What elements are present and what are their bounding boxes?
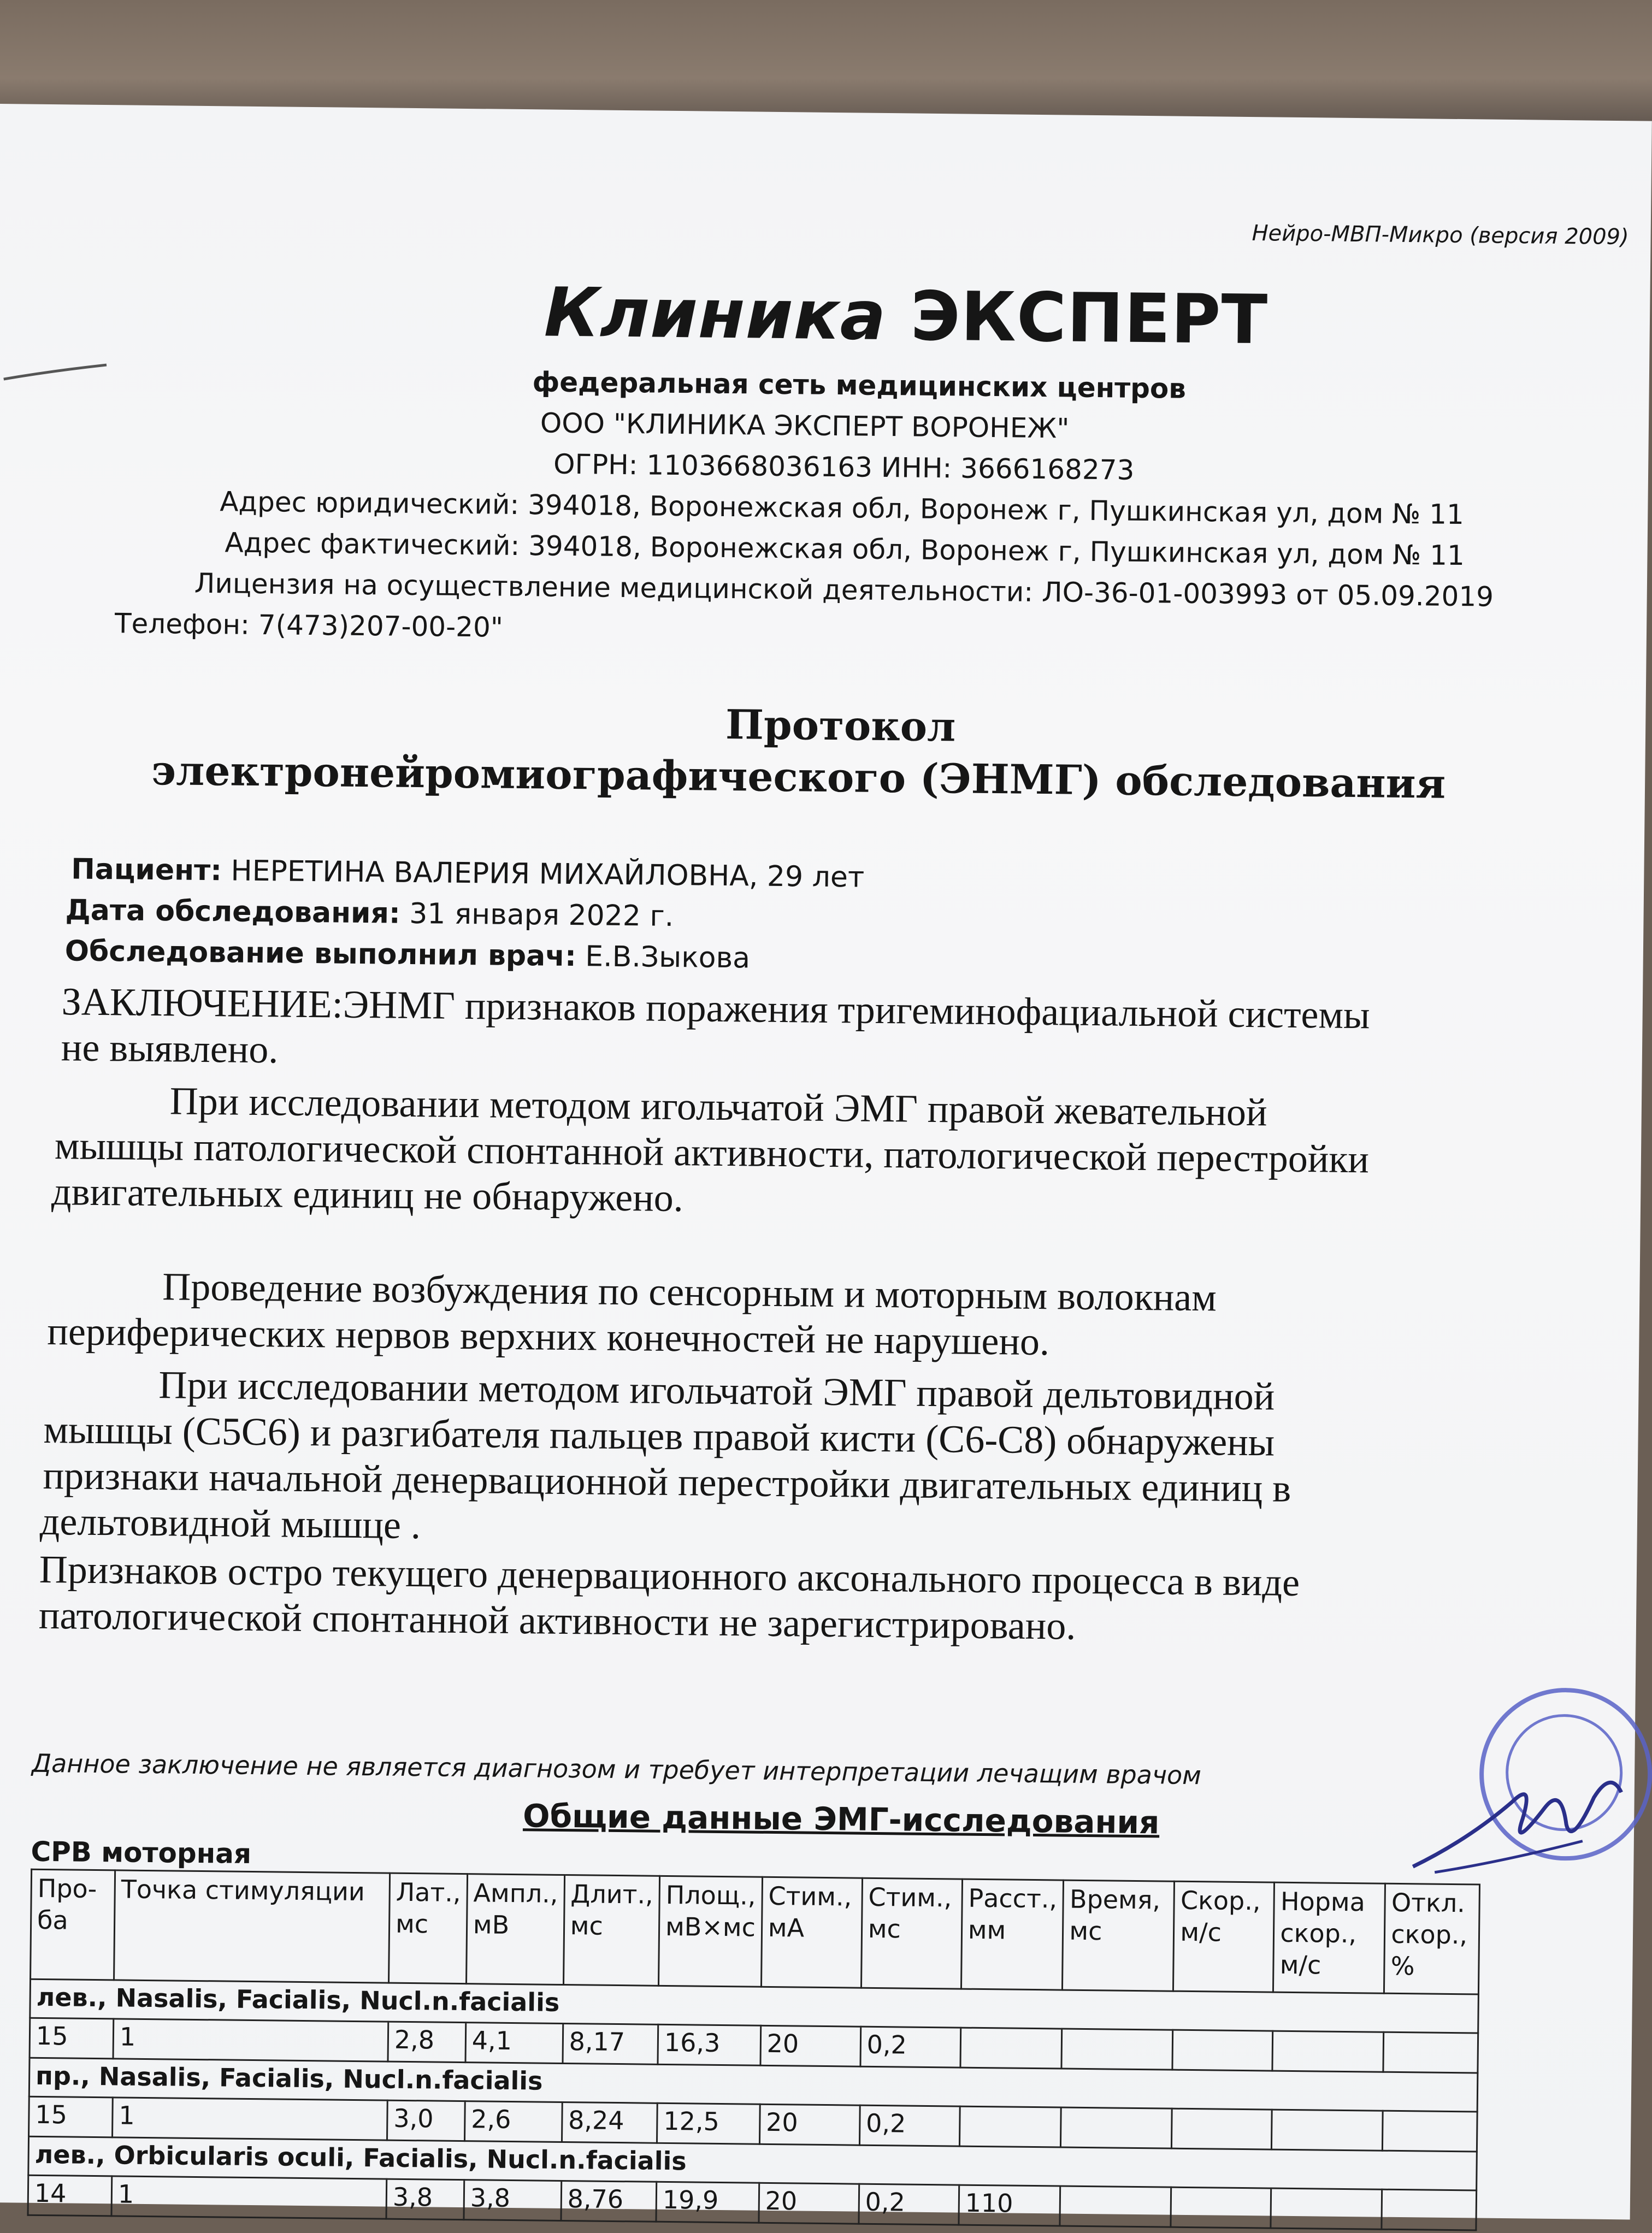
table-cell: 8,76 — [561, 2181, 657, 2222]
col-area: Площ., мВ×мс — [658, 1876, 762, 1987]
table-cell: 2,8 — [388, 2022, 466, 2062]
table-title: СРВ моторная — [31, 1835, 252, 1870]
table-cell: 0,2 — [859, 2105, 960, 2146]
table-cell: 3,0 — [387, 2100, 465, 2141]
conclusion-line-10: признаки начальной денервационной перестройки двигательных единиц в — [43, 1453, 1291, 1510]
table-cell: 1 — [113, 2098, 388, 2140]
table-cell — [1171, 2187, 1271, 2228]
table-cell — [1271, 2188, 1382, 2229]
conclusion-line-1: ЗАКЛЮЧЕНИЕ:ЭНМГ признаков поражения тригеминофациальной системы — [61, 979, 1370, 1037]
table-cell — [959, 2106, 1061, 2147]
table-cell: 2,6 — [464, 2101, 562, 2142]
table-cell: 20 — [759, 2104, 860, 2145]
exam-date-label: Дата обследования: — [65, 894, 401, 930]
table-cell: 0,2 — [859, 2184, 959, 2225]
table-cell — [1383, 2111, 1478, 2152]
protocol-title: Протокол — [725, 701, 956, 751]
table-cell — [960, 2028, 1062, 2069]
patient-name: НЕРЕТИНА ВАЛЕРИЯ МИХАЙЛОВНА, 29 лет — [231, 854, 865, 894]
exam-date-value: 31 января 2022 г. — [409, 897, 674, 933]
table-cell: 1 — [111, 2176, 387, 2219]
conclusion-line-2: не выявлено. — [61, 1025, 279, 1072]
table-cell — [1272, 2110, 1383, 2151]
patient-line — [71, 853, 864, 894]
address-actual: Адрес фактический: 394018, Воронежская обл, Воронеж г, Пушкинская ул, дом № 11 — [225, 527, 1465, 572]
table-cell: 15 — [29, 2096, 113, 2137]
logo-word-2: ЭКСПЕРТ — [910, 277, 1268, 360]
software-version: Нейро-МВП-Микро (версия 2009) — [1252, 221, 1629, 250]
document-page — [0, 104, 1652, 2219]
table-cell: 12,5 — [657, 2103, 760, 2144]
table-header-row — [31, 1869, 1480, 1994]
table-cell: 20 — [760, 2025, 861, 2066]
table-cell: 8,24 — [562, 2102, 657, 2143]
doctor-name: Е.В.Зыкова — [585, 940, 751, 975]
table-cell: 110 — [959, 2185, 1060, 2226]
table-cell — [1383, 2032, 1478, 2073]
conclusion-line-11: дельтовидной мышце . — [39, 1499, 421, 1547]
table-cell — [1061, 2107, 1172, 2148]
col-duration: Длит., мс — [563, 1875, 659, 1986]
table-cell — [1272, 2031, 1384, 2072]
table-cell: 4,1 — [465, 2023, 563, 2064]
conclusion-line-5: двигательных единиц не обнаружено. — [51, 1169, 684, 1220]
muscle-group-label: лев., Orbicularis oculi, Facialis, Nucl.n.facialis — [28, 2136, 1477, 2190]
col-stim-ms: Стим., мс — [861, 1878, 962, 1989]
conclusion-line-7: периферических нервов верхних конечностей не нарушено. — [47, 1309, 1050, 1364]
company-name: ООО "КЛИНИКА ЭКСПЕРТ ВОРОНЕЖ" — [540, 407, 1070, 445]
table-cell: 16,3 — [658, 2024, 761, 2065]
conclusion-line-13: патологической спонтанной активности не зарегистрировано. — [38, 1593, 1076, 1648]
address-legal: Адрес юридический: 394018, Воронежская обл, Воронеж г, Пушкинская ул, дом № 11 — [220, 486, 1465, 531]
table-cell: 8,17 — [563, 2023, 658, 2064]
conclusion-line-6: Проведение возбуждения по сенсорным и моторным волокнам — [162, 1265, 1217, 1320]
table-cell: 19,9 — [656, 2182, 759, 2223]
col-stim-point: Точка стимуляции — [114, 1870, 390, 1983]
table-cell: 15 — [30, 2018, 114, 2059]
registration-ids: ОГРН: 1103668036163 ИНН: 3666168273 — [553, 448, 1135, 486]
disclaimer: Данное заключение не является диагнозом и требует интерпретации лечащим врачом — [31, 1748, 1202, 1791]
table-cell: 3,8 — [464, 2180, 562, 2221]
muscle-group-label: пр., Nasalis, Facialis, Nucl.n.facialis — [29, 2058, 1478, 2112]
conclusion-line-3: При исследовании методом игольчатой ЭМГ правой жевательной — [169, 1079, 1267, 1135]
table-cell — [1382, 2189, 1477, 2230]
conclusion-line-4: мышцы патологической спонтанной активности, патологической перестройки — [54, 1124, 1370, 1182]
col-latency: Лат., мс — [389, 1873, 468, 1983]
section-title: Общие данные ЭМГ-исследования — [522, 1797, 1160, 1841]
table-cell — [1172, 2108, 1272, 2149]
doctor-label: Обследование выполнил врач: — [64, 935, 577, 973]
network-line: федеральная сеть медицинских центров — [532, 366, 1187, 405]
conclusion-line-8: При исследовании методом игольчатой ЭМГ правой дельтовидной — [158, 1363, 1275, 1419]
doctor-line — [64, 935, 750, 974]
table-cell: 20 — [759, 2183, 859, 2224]
col-time: Время, мс — [1063, 1880, 1175, 1991]
doctor-signature — [1402, 1757, 1632, 1891]
table-cell: 0,2 — [860, 2027, 961, 2067]
phone-line: Телефон: 7(473)207-00-20" — [114, 607, 504, 643]
col-norm-speed: Норма скор., м/с — [1273, 1882, 1385, 1993]
conclusion-line-9: мышцы (С5С6) и разгибателя пальцев правой кисти (С6-С8) обнаружены — [43, 1407, 1275, 1464]
col-distance: Расст., мм — [961, 1879, 1064, 1990]
table-cell — [1061, 2029, 1173, 2070]
protocol-subtitle: электронейромиографического (ЭНМГ) обследования — [151, 747, 1446, 808]
emg-data-table — [27, 1869, 1481, 2231]
clinic-logo — [544, 273, 1268, 359]
license-line: Лицензия на осуществление медицинской деятельности: ЛО-36-01-003993 от 05.09.2019 — [194, 567, 1494, 613]
logo-word-1: Клиника — [544, 273, 887, 356]
col-deviation: Откл. скор., % — [1384, 1883, 1480, 1994]
col-stim-ma: Стим., мА — [761, 1877, 862, 1988]
patient-label: Пациент: — [71, 853, 222, 888]
table-cell: 14 — [28, 2175, 112, 2216]
table-cell — [1172, 2030, 1273, 2071]
table-cell: 1 — [113, 2019, 388, 2061]
muscle-group-label: лев., Nasalis, Facialis, Nucl.n.facialis — [30, 1979, 1479, 2033]
exam-date-line — [65, 894, 674, 933]
col-amplitude: Ампл., мВ — [466, 1874, 564, 1985]
table-cell: 3,8 — [386, 2179, 464, 2219]
conclusion-line-12: Признаков остро текущего денервационного аксонального процесса в виде — [39, 1547, 1300, 1605]
pen-mark-icon — [3, 361, 112, 383]
col-probe: Про- ба — [31, 1869, 115, 1980]
col-speed: Скор., м/с — [1173, 1881, 1275, 1992]
table-cell — [1060, 2186, 1171, 2227]
